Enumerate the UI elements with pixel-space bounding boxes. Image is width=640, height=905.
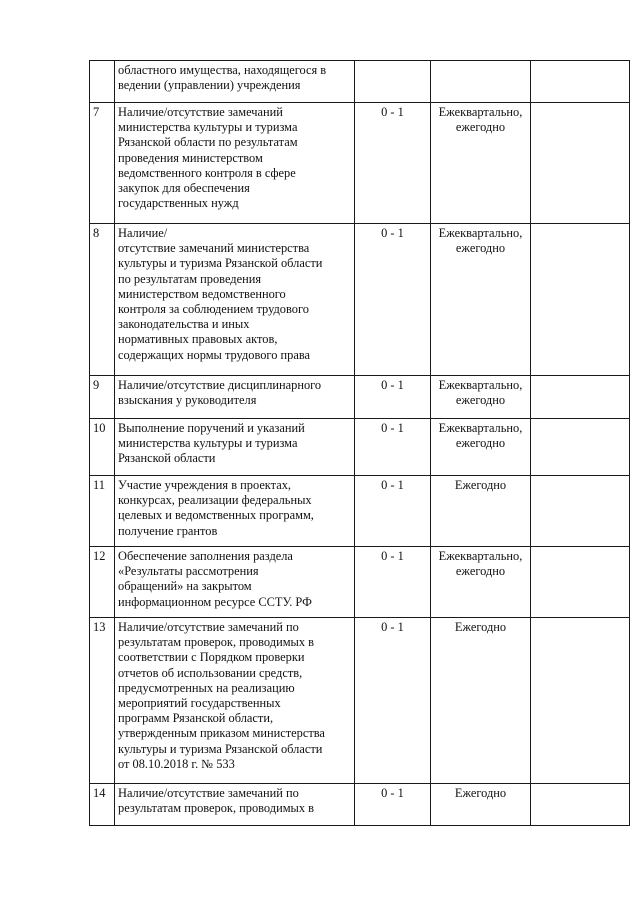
empty-cell xyxy=(531,61,630,103)
row-number: 14 xyxy=(90,784,115,826)
frequency: Ежеквартально, ежегодно xyxy=(431,547,531,618)
criterion-text: областного имущества, находящегося в ведении (управлении) учреждения xyxy=(115,61,355,103)
row-number: 13 xyxy=(90,618,115,784)
empty-cell xyxy=(531,784,630,826)
score-range: 0 - 1 xyxy=(355,224,431,376)
criterion-text: Выполнение поручений и указаний министерства культуры и туризма Рязанской области xyxy=(115,419,355,476)
row-number: 9 xyxy=(90,376,115,419)
score-range: 0 - 1 xyxy=(355,618,431,784)
table-row xyxy=(90,224,630,376)
row-number: 11 xyxy=(90,476,115,547)
table-row xyxy=(90,547,630,618)
table-row xyxy=(90,784,630,826)
row-number: 12 xyxy=(90,547,115,618)
table-row xyxy=(90,103,630,224)
criterion-text: Наличие/отсутствие дисциплинарного взыскания у руководителя xyxy=(115,376,355,419)
score-range: 0 - 1 xyxy=(355,476,431,547)
row-number xyxy=(90,61,115,103)
frequency: Ежеквартально, ежегодно xyxy=(431,419,531,476)
score-range xyxy=(355,61,431,103)
score-range: 0 - 1 xyxy=(355,419,431,476)
empty-cell xyxy=(531,419,630,476)
row-number: 8 xyxy=(90,224,115,376)
frequency xyxy=(431,61,531,103)
empty-cell xyxy=(531,103,630,224)
empty-cell xyxy=(531,476,630,547)
criterion-text: Наличие/отсутствие замечаний министерства культуры и туризма Рязанской области по результатам проведения министерством ведомственного контроля в сфере закупок для обеспечения государственных нужд xyxy=(115,103,355,224)
empty-cell xyxy=(531,618,630,784)
criterion-text: Наличие/отсутствие замечаний по результатам проверок, проводимых в xyxy=(115,784,355,826)
frequency: Ежегодно xyxy=(431,784,531,826)
empty-cell xyxy=(531,376,630,419)
score-range: 0 - 1 xyxy=(355,376,431,419)
criterion-text: Обеспечение заполнения раздела «Результаты рассмотрения обращений» на закрытом информационном ресурсе ССТУ. РФ xyxy=(115,547,355,618)
empty-cell xyxy=(531,224,630,376)
criterion-text: Наличие/ отсутствие замечаний министерства культуры и туризма Рязанской области по результатам проведения министерством ведомственного контроля за соблюдением трудового законодательства и иных нормативных правовых актов, содержащих нормы трудового права xyxy=(115,224,355,376)
score-range: 0 - 1 xyxy=(355,547,431,618)
frequency: Ежеквартально, ежегодно xyxy=(431,103,531,224)
score-range: 0 - 1 xyxy=(355,103,431,224)
score-range: 0 - 1 xyxy=(355,784,431,826)
table-row xyxy=(90,376,630,419)
row-number: 7 xyxy=(90,103,115,224)
frequency: Ежеквартально, ежегодно xyxy=(431,376,531,419)
table-row xyxy=(90,618,630,784)
frequency: Ежегодно xyxy=(431,618,531,784)
table-row xyxy=(90,419,630,476)
table-row xyxy=(90,61,630,103)
table-row xyxy=(90,476,630,547)
criteria-table xyxy=(89,60,630,826)
frequency: Ежегодно xyxy=(431,476,531,547)
criterion-text: Наличие/отсутствие замечаний по результатам проверок, проводимых в соответствии с Порядком проверки отчетов об использовании средств, предусмотренных на реализацию мероприятий государственных программ Рязанской области, утвержденным приказом министерства культуры и туризма Рязанской области от 08.10.2018 г. № 533 xyxy=(115,618,355,784)
frequency: Ежеквартально, ежегодно xyxy=(431,224,531,376)
criterion-text: Участие учреждения в проектах, конкурсах, реализации федеральных целевых и ведомственных программ, получение грантов xyxy=(115,476,355,547)
row-number: 10 xyxy=(90,419,115,476)
empty-cell xyxy=(531,547,630,618)
